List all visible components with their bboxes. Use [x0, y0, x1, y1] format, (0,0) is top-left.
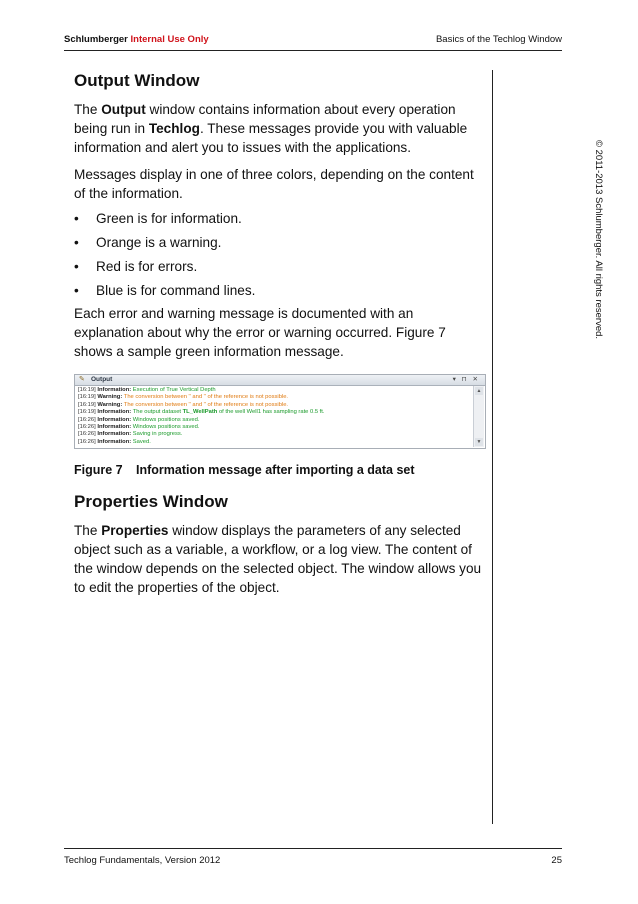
explanation-paragraph: Each error and warning message is documented with an explanation about why the error or warning occurred. Figure 7 shows a sample green information message.: [74, 306, 446, 359]
message-timestamp: [16:26]: [78, 438, 96, 445]
message-timestamp: [16:26]: [78, 431, 96, 438]
message-kind: Warning:: [97, 401, 123, 408]
term-techlog: Techlog: [148, 121, 200, 136]
message-timestamp: [16:19]: [78, 387, 96, 393]
table-row: [78, 431, 471, 438]
bullet-dot: •: [74, 283, 79, 298]
footer-title: Techlog Fundamentals, Version 2012: [64, 855, 221, 866]
chapter-title: Basics of the Techlog Window: [435, 34, 562, 45]
message-timestamp: [16:19]: [78, 409, 96, 416]
message-text: The conversion between '' and '' of the reference is not possible.: [123, 401, 289, 408]
message-text: Saved.: [132, 438, 151, 445]
list-item: • Orange is a warning.: [74, 235, 222, 250]
page-number: 25: [551, 855, 562, 866]
message-text: The conversion between '' and '' of the reference is not possible.: [123, 394, 289, 401]
output-title: Output: [91, 376, 113, 383]
term-output: Output: [101, 102, 146, 117]
message-timestamp: [16:19]: [78, 394, 96, 401]
message-kind: Information:: [97, 409, 132, 416]
properties-window-heading: Properties Window: [74, 492, 228, 511]
term-properties: Properties: [101, 523, 169, 538]
table-row: [78, 402, 471, 409]
message-text: Windows positions saved.: [132, 416, 200, 423]
message-timestamp: [16:26]: [78, 416, 96, 423]
color-list: [74, 209, 486, 300]
footer-rule: [64, 848, 562, 849]
message-list: [78, 387, 471, 446]
figure-caption: [74, 462, 486, 478]
scroll-up-icon: ▲: [476, 388, 482, 394]
pen-icon: ✎: [79, 376, 85, 383]
output-window-screenshot: [74, 374, 486, 449]
message-kind: Information:: [97, 424, 132, 431]
list-item: • Red is for errors.: [74, 259, 198, 274]
figure-caption-text: Information message after importing a data set: [136, 463, 415, 477]
output-titlebar: [75, 375, 485, 386]
message-kind: Information:: [97, 438, 132, 445]
list-item: • Green is for information.: [74, 211, 242, 226]
company-name: Schlumberger: [64, 34, 128, 45]
window-controls-icon: ▾ ⊓ ✕: [452, 376, 480, 383]
page-header: [64, 34, 562, 48]
table-row: [78, 394, 471, 401]
table-row: [78, 387, 471, 394]
message-kind: Warning:: [97, 394, 123, 401]
message-text: Execution of True Vertical Depth: [132, 387, 216, 393]
message-text: Saving in progress.: [132, 431, 183, 438]
colors-paragraph: Messages display in one of three colors, depending on the content of the information.: [74, 167, 474, 201]
margin-rule: [492, 70, 493, 824]
bullet-dot: •: [74, 235, 79, 250]
message-kind: Information:: [97, 416, 132, 423]
table-row: [78, 439, 471, 446]
message-kind: Information:: [97, 387, 132, 393]
bullet-dot: •: [74, 211, 79, 226]
header-company: [64, 34, 209, 45]
table-row: [78, 417, 471, 424]
scroll-down-icon: ▼: [476, 439, 482, 445]
output-intro-paragraph: The Output window contains information about every operation being run in Techlog. These messages provide you with valuable information and alert you to issues with the applications.: [74, 102, 468, 155]
table-row: [78, 409, 471, 416]
figure-number: Figure 7: [74, 463, 123, 477]
message-kind: Information:: [97, 431, 132, 438]
message-timestamp: [16:26]: [78, 424, 96, 431]
list-item: • Blue is for command lines.: [74, 283, 256, 298]
table-row: [78, 424, 471, 431]
message-text: Windows positions saved.: [132, 424, 200, 431]
properties-paragraph: The Properties window displays the parameters of any selected object such as a variable, a workflow, or a log view. The content of the window depends on the selected object. The window allows you to edit the properties of the object.: [74, 523, 482, 595]
copyright-sidebar: © 2011-2013 Schlumberger. All rights reserved.: [593, 140, 604, 340]
page-body: [74, 68, 486, 597]
output-window-heading: Output Window: [74, 71, 200, 90]
header-rule: [64, 50, 562, 51]
message-timestamp: [16:19]: [78, 401, 96, 408]
output-scrollbar: [473, 386, 484, 447]
bullet-dot: •: [74, 259, 79, 274]
restriction-label: Internal Use Only: [130, 34, 209, 45]
message-text: The output dataset TL_WellPath of the well Well1 has sampling rate 0.5 ft.: [132, 409, 325, 416]
